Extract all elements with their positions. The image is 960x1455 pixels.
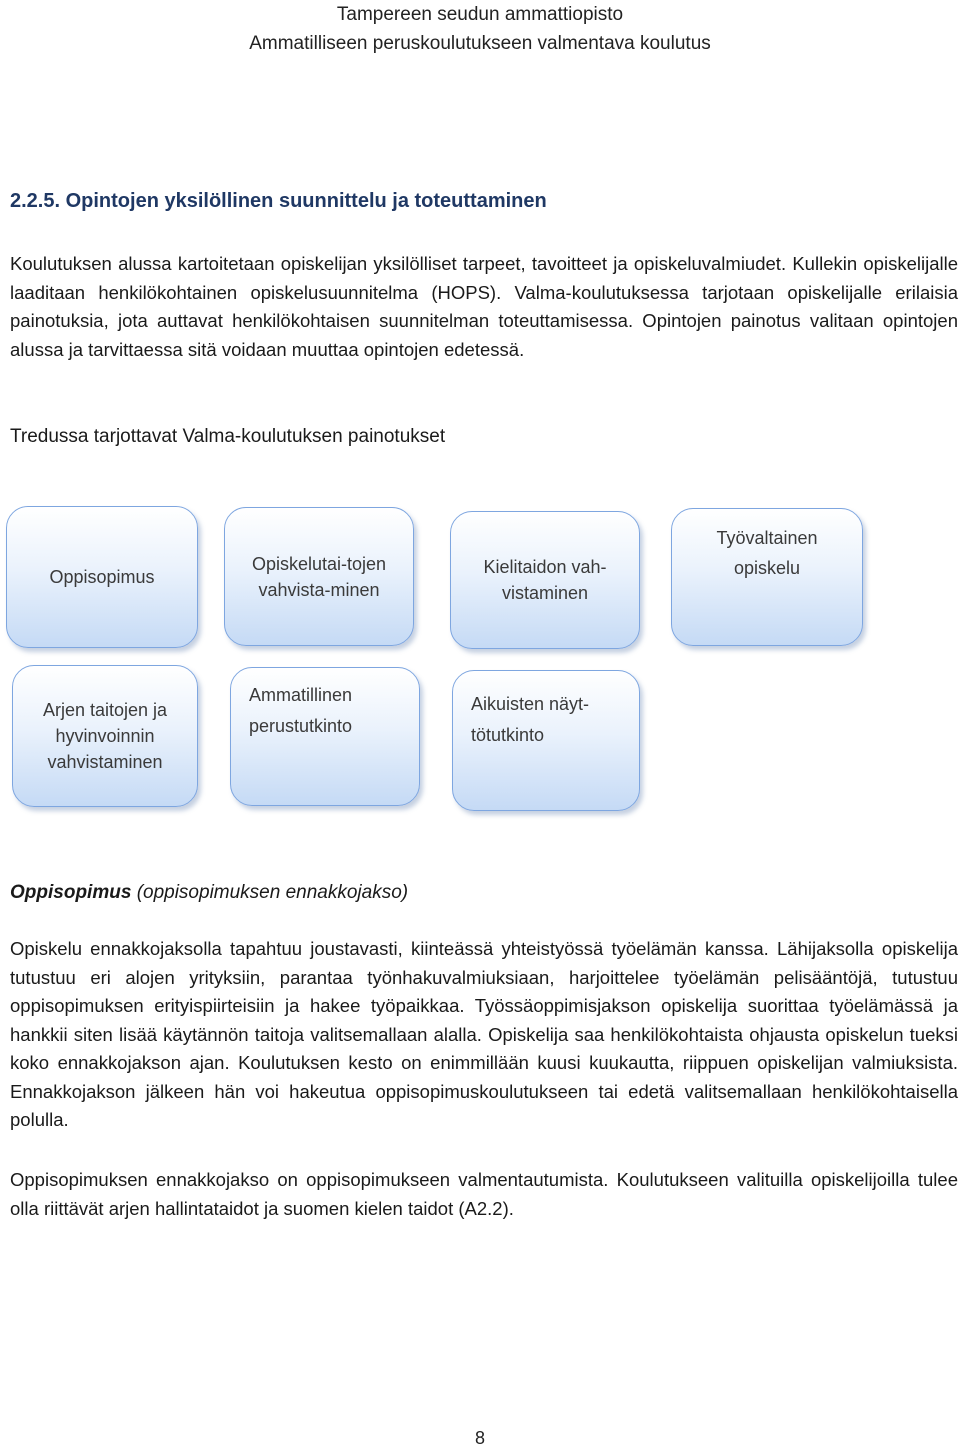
box-label: Oppisopimus [49,567,155,587]
diagram-heading: Tredussa tarjottavat Valma-koulutuksen painotukset [10,426,446,447]
box-label: Työvaltainen opiskelu [716,528,818,578]
box-aikuisten-nayttotutkinto [452,670,640,811]
section-heading: 2.2.5. Opintojen yksilöllinen suunnittelu ja toteuttaminen [10,190,547,212]
oppisopimus-title: Oppisopimus [10,882,132,903]
box-label: Opiskelutai-tojen vahvista-minen [251,553,387,600]
oppisopimus-paragraph-1: Opiskelu ennakkojaksolla tapahtuu joustavasti, kiinteässä yhteistyössä työelämän kanssa. Lähijaksolla opiskelija tutustuu eri alojen yrityksiin, parantaa työnhakuvalmiuksiaan, harjoittelee työelämän pelisääntöjä, tutustuu oppisopimuksen erityispiirteisiin ja hakee työpaikkaa. Työssäoppimisjakson opiskelija suorittaa työelämässä ja hankkii siten lisää käytännön taitoja valitsemallaan alalla. Opiskelija saa henkilökohtaista ohjausta opiskelun tueksi koko ennakkojakson ajan. Koulutuksen kesto on enimmillään kuusi kuukautta, riippuen opiskelijan valmiuksista. Ennakkojakson jälkeen hän voi hakeutua oppisopimuskoulutukseen tai edetä valitsemallaan henkilökohtaisella polulla. [10,938,958,1130]
oppisopimus-heading [10,882,408,904]
document-header [0,0,960,58]
intro-paragraph: Koulutuksen alussa kartoitetaan opiskelijan yksilölliset tarpeet, tavoitteet ja opiskeluvalmiudet. Kullekin opiskelijalle laaditaan henkilökohtainen opiskelusuunnitelma (HOPS). Valma-koulutuksessa tarjotaan opiskelijalle erilaisia painotuksia, jota auttavat henkilökohtaisen suunnitelman toteuttamisessa. Opintojen painotus valitaan opintojen alussa ja tarvittaessa sitä voidaan muuttaa opintojen edetessä. [10,253,958,360]
box-label: Arjen taitojen ja hyvinvoinnin vahvistaminen [42,700,168,772]
header-institution: Tampereen seudun ammattiopisto [336,4,624,25]
page-number: 8 [474,1428,485,1448]
box-opiskelutaitojen-vahvistaminen [224,507,414,646]
box-kielitaidon-vahvistaminen [450,511,640,649]
header-program: Ammatilliseen peruskoulutukseen valmentava koulutus [249,33,711,54]
oppisopimus-paragraph-2: Oppisopimuksen ennakkojakso on oppisopimukseen valmentautumista. Koulutukseen valituilla opiskelijoilla tulee olla riittävät arjen hallintataidot ja suomen kielen taidot (A2.2). [10,1169,958,1219]
box-label: Aikuisten näyt-tötutkinto [471,694,590,745]
box-ammatillinen-perustutkinto [230,667,420,806]
box-tyovaltainen-opiskelu [671,508,863,646]
box-arjen-taitojen-vahvistaminen [12,665,198,807]
oppisopimus-title-note: (oppisopimuksen ennakkojakso) [136,882,409,903]
box-label: Ammatillinen perustutkinto [249,685,353,736]
box-label: Kielitaidon vah-vistaminen [483,557,607,603]
box-oppisopimus [6,506,198,648]
